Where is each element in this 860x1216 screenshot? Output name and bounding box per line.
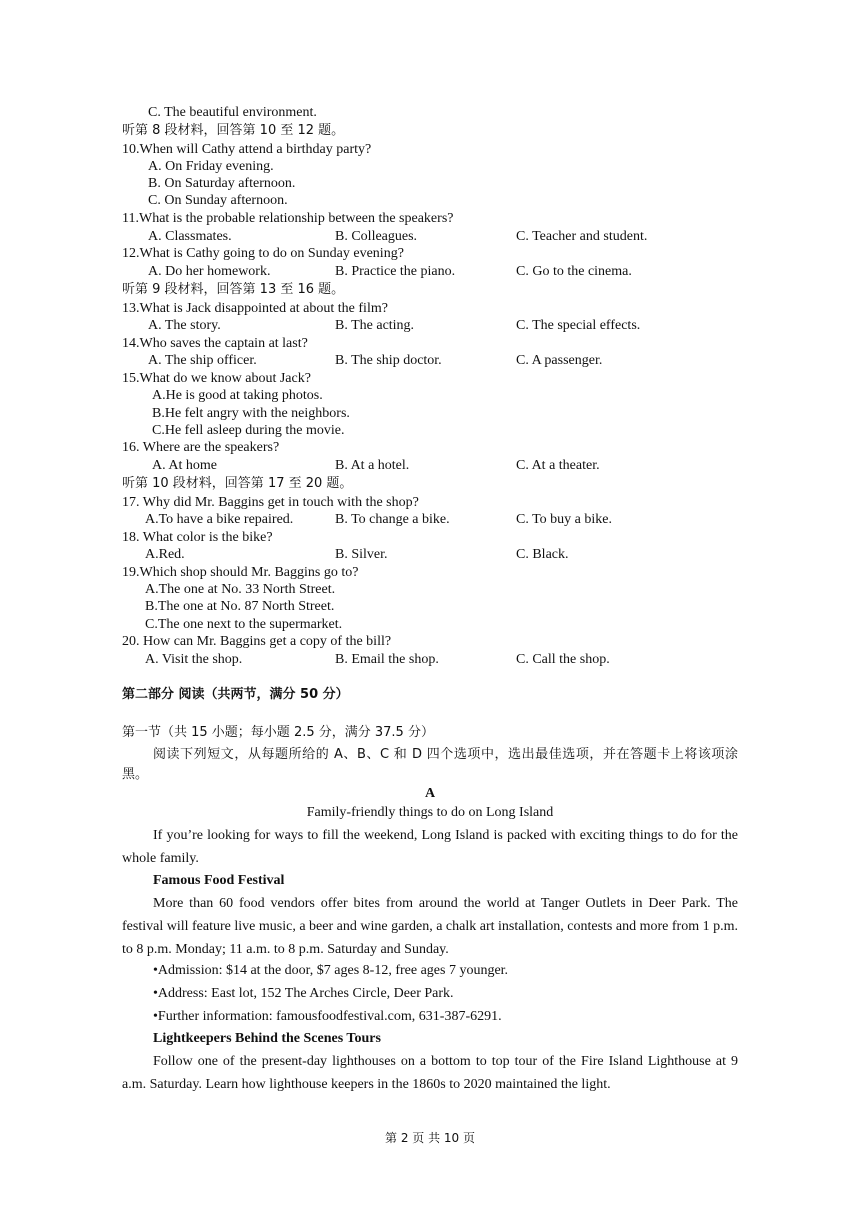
q19-option-a: A.The one at No. 33 North Street. [145, 582, 336, 597]
event-admission: •Admission: $14 at the door, $7 ages 8-12, free ages 7 younger. [153, 963, 509, 978]
option-c: C. Black. [516, 547, 569, 562]
event-description: More than 60 food vendors offer bites from around the world at Tanger Outlets in Deer Park. The festival will feature live music, a beer and wine garden, a chalk art installation, contests and more from 1 p.m. to 8 p.m. Monday; 11 a.m. to 8 p.m. Saturday and Sunday. [122, 896, 738, 957]
event-address: •Address: East lot, 152 The Arches Circle, Deer Park. [153, 986, 454, 1001]
q15-option-c: C.He fell asleep during the movie. [152, 423, 345, 438]
q11-options [0, 228, 860, 246]
option-b: B. Colleagues. [335, 229, 418, 244]
q10-option-a: A. On Friday evening. [148, 159, 274, 174]
question-12: 12.What is Cathy going to do on Sunday evening? [122, 246, 404, 261]
option-a: A.To have a bike repaired. [145, 512, 294, 527]
q13-options [0, 317, 860, 335]
event-title: Lightkeepers Behind the Scenes Tours [153, 1031, 381, 1046]
q10-option-b: B. On Saturday afternoon. [148, 176, 296, 191]
option-a: A. Do her homework. [148, 264, 271, 279]
option-c: C. The special effects. [516, 318, 641, 333]
q15-option-b: B.He felt angry with the neighbors. [152, 406, 350, 421]
q15-option-a: A.He is good at taking photos. [152, 388, 323, 403]
q20-options [0, 651, 860, 669]
option-a: A. Visit the shop. [145, 652, 243, 667]
option-b: B. To change a bike. [335, 512, 450, 527]
q19-option-b: B.The one at No. 87 North Street. [145, 599, 335, 614]
option-c: C. A passenger. [516, 353, 603, 368]
page-footer: 第 2 页 共 10 页 [385, 1131, 475, 1145]
option-a: A. The story. [148, 318, 221, 333]
section-intro-9: 听第 9 段材料，回答第 13 至 16 题。 [122, 282, 345, 297]
option-c: C. The beautiful environment. [148, 105, 317, 120]
q10-option-c: C. On Sunday afternoon. [148, 193, 288, 208]
option-c: C. At a theater. [516, 458, 600, 473]
question-16: 16. Where are the speakers? [122, 440, 280, 455]
question-11: 11.What is the probable relationship between the speakers? [122, 211, 454, 226]
passage-title: Family-friendly things to do on Long Island [306, 805, 554, 820]
option-b: B. The acting. [335, 318, 415, 333]
question-17: 17. Why did Mr. Baggins get in touch with the shop? [122, 495, 419, 510]
event-description: Follow one of the present-day lighthouses on a bottom to top tour of the Fire Island Lighthouse at 9 a.m. Saturday. Learn how lighthouse keepers in the 1860s to 2020 maintained the light. [122, 1054, 738, 1092]
passage-intro: If you’re looking for ways to fill the weekend, Long Island is packed with exciting things to do for the whole family. [122, 828, 738, 866]
option-c: C. Call the shop. [516, 652, 610, 667]
q9-option-c-row [0, 104, 860, 122]
option-b: B. Silver. [335, 547, 388, 562]
section-intro-8: 听第 8 段材料，回答第 10 至 12 题。 [122, 123, 345, 138]
event-info: •Further information: famousfoodfestival.com, 631-387-6291. [153, 1009, 502, 1024]
q19-option-c: C.The one next to the supermarket. [145, 617, 343, 632]
section-title: 第一节（共 15 小题；每小题 2.5 分，满分 37.5 分） [122, 725, 434, 740]
part-title: 第二部分 阅读（共两节，满分 50 分） [122, 687, 349, 702]
q14-options [0, 352, 860, 370]
question-10: 10.When will Cathy attend a birthday party? [122, 142, 372, 157]
option-a: A. At home [152, 458, 217, 473]
question-20: 20. How can Mr. Baggins get a copy of the bill? [122, 634, 392, 649]
option-b: B. At a hotel. [335, 458, 410, 473]
section-intro-10: 听第 10 段材料，回答第 17 至 20 题。 [122, 476, 353, 491]
q16-options [0, 457, 860, 475]
option-a: A. The ship officer. [148, 353, 257, 368]
event-title: Famous Food Festival [153, 873, 285, 888]
section-instructions: 阅读下列短文，从每题所给的 A、B、C 和 D 四个选项中，选出最佳选项，并在答题卡上将该项涂黑。 [122, 747, 738, 782]
option-a: A. Classmates. [148, 229, 232, 244]
option-a: A.Red. [145, 547, 185, 562]
q18-options [0, 546, 860, 564]
question-13: 13.What is Jack disappointed at about the film? [122, 301, 388, 316]
option-b: B. Email the shop. [335, 652, 439, 667]
question-19: 19.Which shop should Mr. Baggins go to? [122, 565, 359, 580]
question-14: 14.Who saves the captain at last? [122, 336, 308, 351]
option-b: B. Practice the piano. [335, 264, 456, 279]
q12-options [0, 263, 860, 281]
option-c: C. To buy a bike. [516, 512, 612, 527]
q17-options [0, 511, 860, 529]
passage-letter: A [424, 786, 436, 801]
question-15: 15.What do we know about Jack? [122, 371, 311, 386]
option-b: B. The ship doctor. [335, 353, 442, 368]
option-c: C. Go to the cinema. [516, 264, 632, 279]
option-c: C. Teacher and student. [516, 229, 648, 244]
question-18: 18. What color is the bike? [122, 530, 273, 545]
